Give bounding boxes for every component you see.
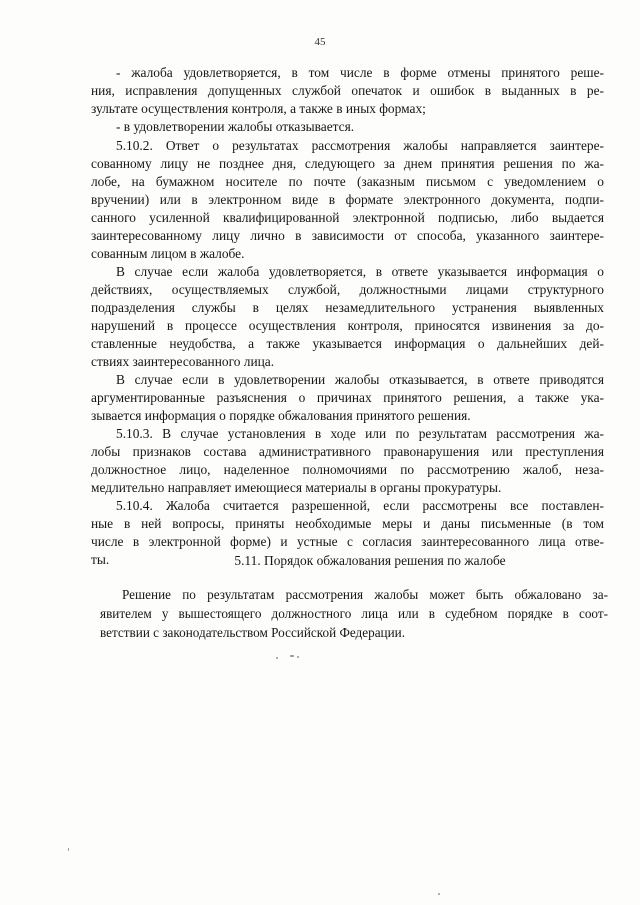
text-line: В случае если жалоба удовлетворяется, в ответе указывается информация о: [116, 264, 604, 279]
text-line: лобы признаков состава административного правонарушения или преступления: [91, 444, 604, 459]
text-line: ставленные неудобства, а также указывается информация о дальнейших дей-: [91, 336, 604, 351]
text-line: медлительно направляет имеющиеся материалы в органы прокуратуры.: [91, 480, 502, 495]
text-line: ные в ней вопросы, приняты необходимые меры и даны письменные (в том: [91, 516, 604, 531]
text-line: зультате осуществления контроля, а также в иных формах;: [91, 101, 426, 116]
text-line: вручении) или в электронном виде в формате электронного документа, подпи-: [91, 192, 604, 207]
text-line: В случае если в удовлетворении жалобы отказывается, в ответе приводятся: [116, 372, 604, 387]
text-line: аргументированные разъяснения о причинах принятого решения, а также ука-: [91, 390, 604, 405]
text-line: сованному лицу не позднее дня, следующего за днем принятия решения по жа-: [91, 156, 604, 171]
text-line: - в удовлетворении жалобы отказывается.: [116, 119, 355, 134]
text-line: действиях, осуществляемых службой, должностными лицами структурного: [91, 282, 604, 297]
text-line: 5.10.4. Жалоба считается разрешенной, если рассмотрены все поставлен-: [116, 498, 604, 513]
text-line: сованным лицом в жалобе.: [91, 246, 245, 261]
scan-speck: [438, 893, 440, 895]
text-line: - жалоба удовлетворяется, в том числе в форме отмены принятого реше-: [116, 65, 604, 80]
text-line: лобе, на бумажном носителе по почте (заказным письмом с уведомлением о: [91, 174, 604, 189]
text-line: зывается информация о порядке обжалования принятого решения.: [91, 408, 471, 423]
text-line: заинтересованному лицу лично в зависимости от способа, указанного заинтере-: [91, 228, 604, 243]
scan-speck: [276, 657, 278, 659]
scan-speck: [68, 848, 69, 851]
text-line: ствиях заинтересованного лица.: [91, 354, 275, 369]
text-line: должностное лицо, наделенное полномочиями по рассмотрению жалоб, неза-: [91, 462, 604, 477]
scan-speck: [297, 656, 299, 658]
text-line: санного усиленной квалифицированной электронной подписью, либо выдается: [91, 210, 604, 225]
text-line: 5.10.3. В случае установления в ходе или по результатам рассмотрения жа-: [116, 426, 604, 441]
scan-speck: [290, 655, 294, 657]
page-number: 45: [314, 36, 326, 48]
text-line: числе в электронной форме) и устные с согласия заинтересованного лица отве-: [91, 534, 604, 549]
text-line: ния, исправления допущенных службой опечаток и ошибок в выданных в ре-: [91, 83, 604, 98]
text-line: 5.10.2. Ответ о результатах рассмотрения жалобы направляется заинтере-: [116, 138, 604, 153]
text-line: нарушений в процессе осуществления контроля, приносятся извинения за до-: [91, 318, 604, 333]
text-line: Решение по результатам рассмотрения жалобы может быть обжаловано за-: [122, 587, 608, 602]
text-line: явителем у вышестоящего должностного лица или в судебном порядке в соот-: [100, 606, 608, 621]
text-line: ветствии с законодательством Российской Федерации.: [100, 625, 406, 640]
text-line: ты.: [91, 552, 110, 567]
section-heading: 5.11. Порядок обжалования решения по жалобе: [234, 553, 506, 568]
text-line: подразделения службы в целях незамедлительного устранения выявленных: [91, 300, 604, 315]
